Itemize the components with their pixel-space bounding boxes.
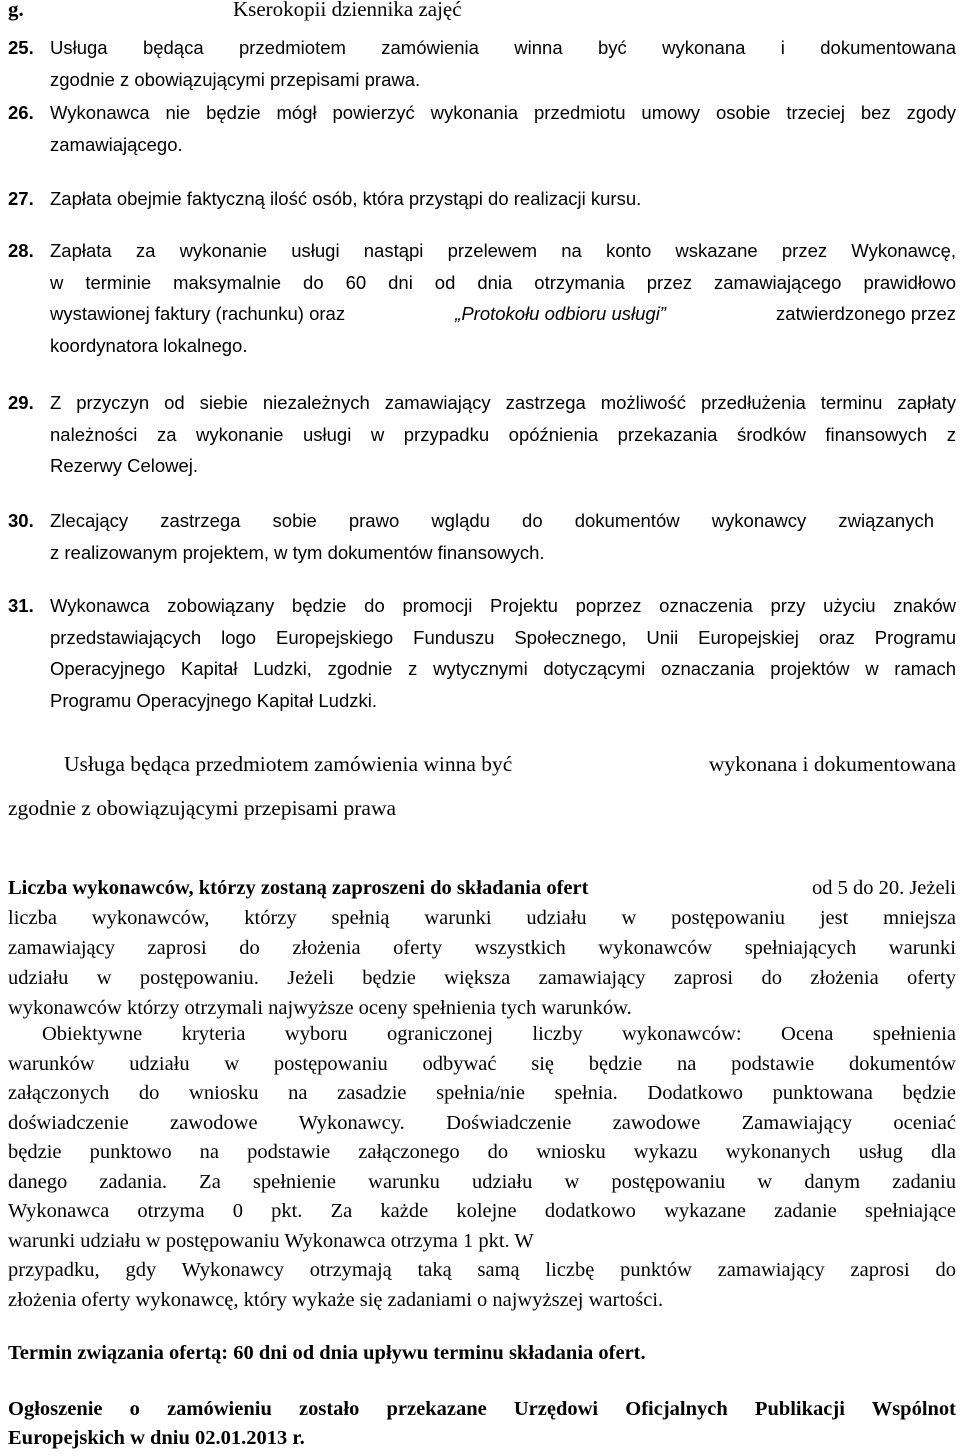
service-note-line: wykonana i dokumentowana xyxy=(708,752,956,776)
item-text-line: zamawiającego. xyxy=(50,133,183,155)
paragraph-line: liczba wykonawców, którzy spełnią warunki udziału w postępowaniu jest mniejsza xyxy=(8,907,956,929)
service-note xyxy=(8,742,956,830)
item-text-line: Wykonawca zobowiązany będzie do promocji Projektu poprzez oznaczenia przy użyciu znaków xyxy=(50,595,956,616)
paragraph-line: złożenia oferty wykonawcę, który wykaże się zadaniami o najwyższej wartości. xyxy=(8,1288,664,1311)
paragraph-line: od 5 do 20. Jeżeli xyxy=(811,877,956,899)
list-item-29 xyxy=(8,387,956,482)
list-item-g xyxy=(8,0,956,24)
item-number: 31. xyxy=(8,595,34,616)
item-text-line: Programu Operacyjnego Kapitał Ludzki. xyxy=(50,689,378,711)
paragraph-line: warunki udziału w postępowaniu Wykonawca otrzyma 1 pkt. W xyxy=(8,1229,534,1252)
item-text-line: Zlecający zastrzega sobie prawo wglądu do dokumentów wykonawcy związanych xyxy=(50,510,934,531)
list-item-26 xyxy=(8,97,956,160)
item-text-line: Zapłata za wykonanie usługi nastąpi przelewem na konto wskazane przez Wykonawcę, xyxy=(50,240,956,261)
paragraph-line: przypadku, gdy Wykonawcy otrzymają taką samą liczbę punktów zamawiający zaprosi do xyxy=(8,1259,956,1281)
service-note-line: Usługa będąca przedmiotem zamówienia winna być xyxy=(64,752,513,776)
item-number: 27. xyxy=(8,188,34,209)
item-text-line: wystawionej faktury (rachunku) oraz xyxy=(50,303,346,324)
contractors-heading: Liczba wykonawców, którzy zostaną zaproszeni do składania ofert xyxy=(8,877,589,899)
paragraph-line: będzie punktowo na podstawie załączonego do wniosku wykazu wykonanych usług dla xyxy=(8,1141,956,1163)
paragraph-line: Obiektywne kryteria wyboru ograniczonej liczby wykonawców: Ocena spełnienia xyxy=(42,1023,956,1045)
item-text-line: z realizowanym projektem, w tym dokumentów finansowych. xyxy=(50,541,545,563)
item-text-line: w terminie maksymalnie do 60 dni od dnia otrzymania przez zamawiającego prawidłowo xyxy=(50,271,956,293)
item-text-line: koordynatora lokalnego. xyxy=(50,334,248,356)
paragraph-line: doświadczenie zawodowe Wykonawcy. Doświadczenie zawodowe Zamawiający oceniać xyxy=(8,1111,956,1134)
contractors-paragraph xyxy=(8,873,956,1023)
criteria-paragraph xyxy=(8,1020,956,1315)
service-note-line: zgodnie z obowiązującymi przepisami prawa xyxy=(8,796,397,820)
item-text-line: przedstawiających logo Europejskiego Funduszu Społecznego, Unii Europejskiej oraz Programu xyxy=(50,626,956,648)
paragraph-line: danego zadania. Za spełnienie warunku udziału w postępowaniu w danym zadaniu xyxy=(8,1170,956,1193)
item-number: 25. xyxy=(8,37,34,58)
item-number: 30. xyxy=(8,510,34,531)
item-text-line: Operacyjnego Kapitał Ludzki, zgodnie z wytycznymi dotyczącymi oznaczania projektów w ramach xyxy=(50,658,956,679)
paragraph-line: wykonawców którzy otrzymali najwyższe oceny spełnienia tych warunków. xyxy=(8,997,632,1019)
publication-line: Europejskich w dniu 02.01.2013 r. xyxy=(8,1427,305,1449)
item-text-line: należności za wykonanie usługi w przypadku opóźnienia przekazania środków finansowych z xyxy=(50,423,956,445)
item-text-line: Z przyczyn od siebie niezależnych zamawiający zastrzega możliwość przedłużenia terminu zapłaty xyxy=(50,392,956,413)
paragraph-line: udziału w postępowaniu. Jeżeli będzie większa zamawiający zaprosi do złożenia oferty xyxy=(8,967,956,989)
item-number: 26. xyxy=(8,102,34,123)
paragraph-line: Wykonawca otrzyma 0 pkt. Za każde kolejne dodatkowo wykazane zadanie spełniające xyxy=(8,1200,956,1222)
paragraph-line: zamawiający zaprosi do złożenia oferty wszystkich wykonawców spełniających warunki xyxy=(8,937,956,959)
list-item-25 xyxy=(8,32,956,95)
item-number: g. xyxy=(8,0,24,21)
protocol-name: „Protokołu odbioru usługi” xyxy=(455,303,666,324)
list-item-28 xyxy=(8,235,956,361)
item-text-line: Usługa będąca przedmiotem zamówienia winna być wykonana i dokumentowana xyxy=(50,37,956,58)
item-text-line: zgodnie z obowiązującymi przepisami prawa. xyxy=(50,68,421,90)
item-text-line: zatwierdzonego przez xyxy=(776,303,956,324)
item-text-line: Rezerwy Celowej. xyxy=(50,455,199,476)
binding-period: Termin związania ofertą: 60 dni od dnia upływu terminu składania ofert. xyxy=(8,1342,646,1364)
list-item-30 xyxy=(8,505,956,568)
item-number: 28. xyxy=(8,240,34,261)
paragraph-line: warunków udziału w postępowaniu odbywać się będzie na podstawie dokumentów xyxy=(8,1052,956,1075)
publication-note xyxy=(8,1395,956,1453)
item-text: Zapłata obejmie faktyczną ilość osób, która przystąpi do realizacji kursu. xyxy=(50,188,642,209)
paragraph-line: załączonych do wniosku na zasadzie spełnia/nie spełnia. Dodatkowo punktowana będzie xyxy=(8,1082,956,1104)
list-item-31 xyxy=(8,590,956,716)
item-text: Kserokopii dziennika zajęć xyxy=(233,0,462,21)
publication-line: Ogłoszenie o zamówieniu zostało przekazane Urzędowi Oficjalnych Publikacji Wspólnot xyxy=(8,1398,956,1420)
list-item-27 xyxy=(8,183,956,215)
item-text-line: Wykonawca nie będzie mógł powierzyć wykonania przedmiotu umowy osobie trzeciej bez zgody xyxy=(50,102,956,123)
item-number: 29. xyxy=(8,392,34,413)
